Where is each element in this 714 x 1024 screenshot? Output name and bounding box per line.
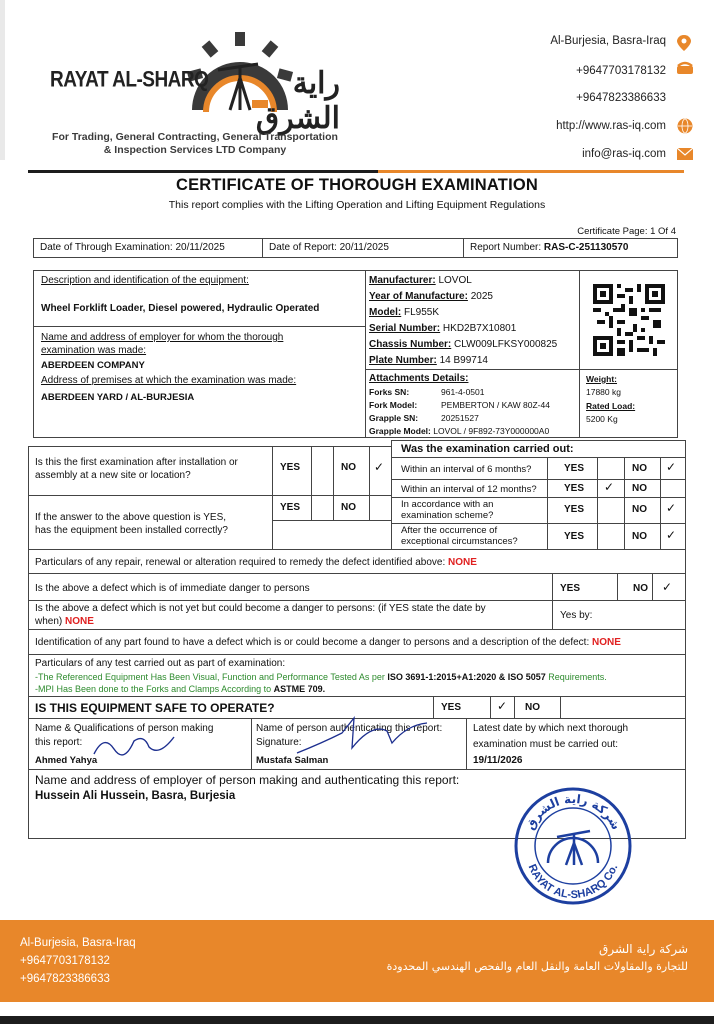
globe-icon <box>677 118 693 134</box>
person-signature <box>89 729 179 759</box>
phone-icon <box>676 61 694 75</box>
immediate-danger-row: Is the above a defect which is of immediate danger to persons YES NO ✓ <box>28 573 686 601</box>
immediate-no-check: ✓ <box>662 580 673 594</box>
page-edge <box>0 0 5 160</box>
qr-code-icon <box>593 284 665 356</box>
exam-date-cell: Date of Through Examination: 20/11/2025 <box>33 238 263 258</box>
svg-text:RAYAT AL-SHARQ Co.: RAYAT AL-SHARQ Co. <box>525 862 621 902</box>
certificate-page: Certificate Page: 1 Of 4 <box>577 226 676 237</box>
footer-ar-line-1: شركة راية الشرق <box>599 942 688 956</box>
contact-email[interactable]: info@ras-iq.com <box>582 148 666 160</box>
question-installed-correctly: If the answer to the above question is YES, has the equipment been installed correctly? <box>28 495 273 550</box>
report-number-cell: Report Number: RAS-C-251130570 <box>463 238 678 258</box>
tagline-line-1: For Trading, General Contracting, General Transportation <box>52 131 338 143</box>
future-danger-row: Is the above a defect which is not yet but could become a danger to persons: (if YES state the date by when) NONE Yes by: <box>28 600 686 630</box>
scheme-no-check: ✓ <box>666 501 677 515</box>
footer-contact <box>20 934 136 988</box>
logo-name-ar: راية الشرق <box>255 67 340 135</box>
email-icon <box>677 148 693 160</box>
person-making-cell: Name & Qualifications of person making this report: Ahmed Yahya <box>28 718 252 770</box>
tagline-line-2: & Inspection Services LTD Company <box>103 144 287 156</box>
repair-particulars-row: Particulars of any repair, renewal or alteration required to remedy the defect identified above: NONE <box>28 549 686 574</box>
location-icon <box>676 34 692 52</box>
attachments-block: Attachments Details: Forks SN: 961-4-0501 Fork Model: PEMBERTON / KAW 80Z-44 Grapple SN: 20251527 Grapple Model: LOVOL / 9F892-73Y000000A0 <box>365 369 580 438</box>
page-footer <box>0 920 714 1002</box>
equipment-details-block: Manufacturer: LOVOL Year of Manufacture: 2025 Model: FL955K Serial Number: HKD2B7X10801 Chassis Number: CLW009LFKSY000825 Plate Number: 14 B99714 <box>365 270 580 370</box>
tests-row: Particulars of any test carried out as part of examination: -The Referenced Equipment Has Been Visual, Function and Performance Tested As per ISO 3691-1:2015+A1:2020 & ISO 5057 Requirements. -MPI Has Been done to the Forks and Clamps According to ASTME 709. <box>28 654 686 697</box>
safe-to-operate-row: IS THIS EQUIPMENT SAFE TO OPERATE? YES ✓ NO <box>28 696 686 719</box>
certificate-subtitle: This report complies with the Lifting Operation and Lifting Equipment Regulations <box>168 199 546 211</box>
certificate-title: CERTIFICATE OF THOROUGH EXAMINATION <box>175 176 539 194</box>
employer-row: Name and address of employer of person making and authenticating this report: Hussein Ali Hussein, Basra, Burjesia <box>28 769 686 839</box>
person-authenticating-cell: Name of person authenticating this report: Signature: Mustafa Salman <box>251 718 467 770</box>
contact-website[interactable]: http://www.ras-iq.com <box>556 120 666 132</box>
footer-address: Al-Burjesia, Basra-Iraq <box>20 937 136 949</box>
svg-text:شركة راية الشرق: شركة راية الشرق <box>522 791 624 833</box>
question-first-exam: Is this the first examination after installation or assembly at a new site or location? <box>28 446 273 496</box>
safe-yes-check: ✓ <box>497 699 508 713</box>
equipment-left-block: Description and identification of the equipment: Wheel Forklift Loader, Diesel powered, Hydraulic Operated Name and address of employer for whom the thorough examination was made: ABERDEEN COMPANY Address of premises at which the examination was made: ABERDEEN YARD / AL-BURJESIA <box>33 270 366 438</box>
footer-phone-2: +9647823386633 <box>20 973 110 985</box>
contact-phone-1: +9647703178132 <box>576 65 666 77</box>
within12-yes-check: ✓ <box>604 480 615 494</box>
company-stamp <box>512 785 634 907</box>
footer-bottom-bar <box>0 1016 714 1024</box>
q2-answer-cells: YES NO <box>272 495 392 550</box>
company-logo <box>40 30 340 160</box>
header-divider-orange <box>378 170 684 173</box>
footer-ar-line-2: للتجارة والمقاولات العامة والنقل العام والفحص الهندسي المحدودة <box>386 960 688 973</box>
q1-answer-cells: YES NO ✓ <box>272 446 392 496</box>
q1-no-check: ✓ <box>374 460 385 474</box>
defect-identification-row: Identification of any part found to have a defect which is or could become a danger to persons and a description of the defect: NONE <box>28 629 686 655</box>
contact-phone-2: +9647823386633 <box>576 92 666 104</box>
exceptional-no-check: ✓ <box>666 528 677 542</box>
authenticator-signature <box>292 713 432 763</box>
company-tagline <box>45 131 345 157</box>
footer-phone-1: +9647703178132 <box>20 955 110 967</box>
within6-no-check: ✓ <box>666 460 677 474</box>
weight-cell: Weight: 17880 kg Rated Load: 5200 Kg <box>579 369 678 438</box>
footer-arabic-name <box>387 940 688 976</box>
report-date-cell: Date of Report: 20/11/2025 <box>262 238 464 258</box>
logo-name-en: RAYAT AL-SHARQ <box>50 68 209 93</box>
carried-out-table: Was the examination carried out: Within an interval of 6 months? YES NO ✓ Within an interval of 12 months? YES ✓ NO In accordance with an examination scheme? YES NO ✓ After the occurrence of exceptional circumstances? YES NO ✓ <box>391 440 686 550</box>
qr-code-cell <box>579 270 678 370</box>
header-divider-dark <box>28 170 378 173</box>
contact-address: Al-Burjesia, Basra-Iraq <box>550 35 666 47</box>
next-exam-date-cell: Latest date by which next thorough examination must be carried out: 19/11/2026 <box>466 718 686 770</box>
